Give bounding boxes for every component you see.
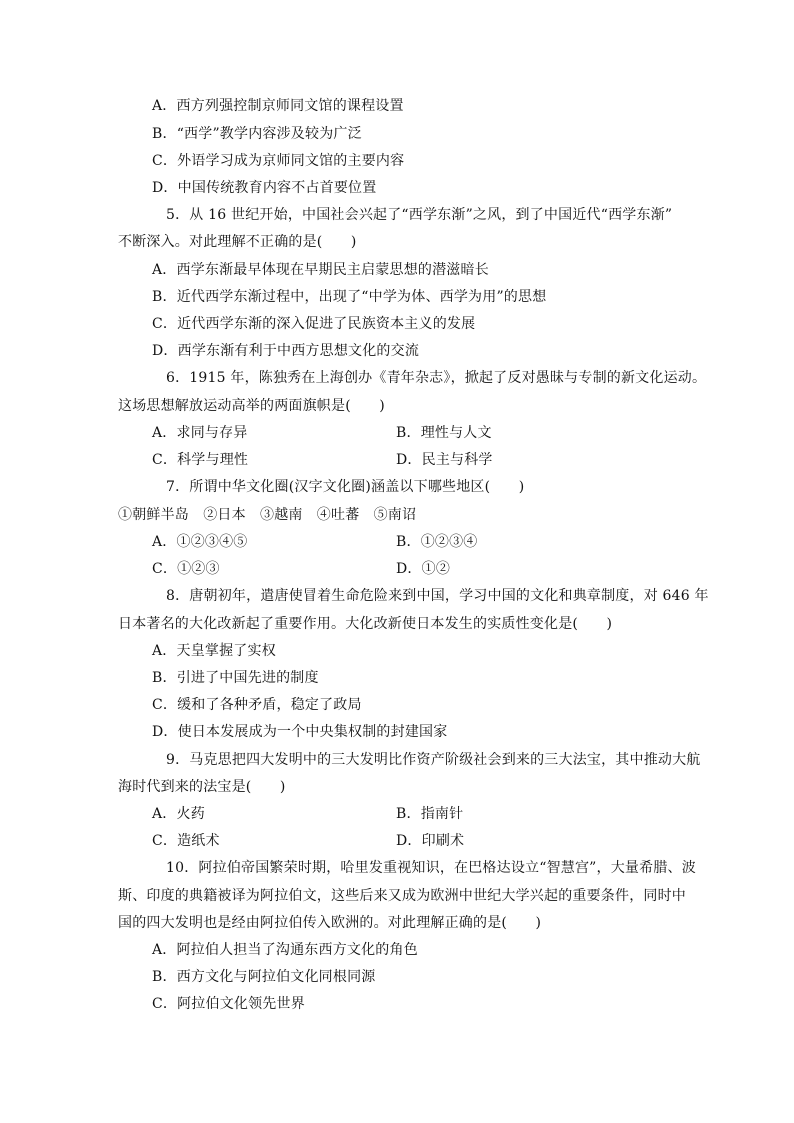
- q8-option-d: D．使日本发展成为一个中央集权制的封建国家: [152, 724, 448, 740]
- q7-option-c: C．①②③: [152, 561, 220, 577]
- q4-option-c: C．外语学习成为京师同文馆的主要内容: [152, 153, 405, 169]
- q4-option-b: B．“西学”教学内容涉及较为广泛: [152, 126, 362, 142]
- q5-stem-line-1: 5．从 16 世纪开始，中国社会兴起了“西学东渐”之风，到了中国近代“西学东渐”: [166, 207, 673, 223]
- q9-option-b: B．指南针: [396, 806, 464, 822]
- q5-stem-line-2: 不断深入。对此理解不正确的是( ): [118, 234, 357, 250]
- q9-stem-line-2: 海时代到来的法宝是( ): [118, 779, 286, 795]
- q6-option-b: B．理性与人文: [396, 425, 492, 441]
- q7-option-d: D．①②: [396, 561, 451, 577]
- q10-option-a: A．阿拉伯人担当了沟通东西方文化的角色: [152, 942, 418, 958]
- q9-option-c: C．造纸术: [152, 833, 220, 849]
- q7-items: ①朝鲜半岛 ②日本 ③越南 ④吐蕃 ⑤南诏: [118, 507, 417, 523]
- q6-stem-line-1: 6．1915 年，陈独秀在上海创办《青年杂志》，掀起了反对愚昧与专制的新文化运动。: [166, 370, 707, 386]
- q8-option-c: C．缓和了各种矛盾，稳定了政局: [152, 697, 362, 713]
- q10-stem-line-1: 10．阿拉伯帝国繁荣时期，哈里发重视知识，在巴格达设立“智慧宫”，大量希腊、波: [166, 860, 696, 876]
- q7-option-b: B．①②③④: [396, 534, 478, 550]
- q5-option-b: B．近代西学东渐过程中，出现了“中学为体、西学为用”的思想: [152, 289, 547, 305]
- q8-option-b: B．引进了中国先进的制度: [152, 670, 319, 686]
- q5-option-d: D．西学东渐有利于中西方思想文化的交流: [152, 343, 420, 359]
- q4-option-d: D．中国传统教育内容不占首要位置: [152, 180, 377, 196]
- q9-stem-line-1: 9．马克思把四大发明中的三大发明比作资产阶级社会到来的三大法宝，其中推动大航: [166, 752, 701, 768]
- q6-option-a: A．求同与存异: [152, 425, 248, 441]
- q8-stem-line-1: 8．唐朝初年，遣唐使冒着生命危险来到中国，学习中国的文化和典章制度，对 646 年: [166, 588, 709, 604]
- q8-option-a: A．天皇掌握了实权: [152, 643, 276, 659]
- q6-option-d: D．民主与科学: [396, 452, 493, 468]
- q7-option-a: A．①②③④⑤: [152, 534, 248, 550]
- q5-option-a: A．西学东渐最早体现在早期民主启蒙思想的潜滋暗长: [152, 262, 489, 278]
- q10-option-c: C．阿拉伯文化领先世界: [152, 996, 305, 1012]
- q10-option-b: B．西方文化与阿拉伯文化同根同源: [152, 969, 376, 985]
- q10-stem-line-2: 斯、印度的典籍被译为阿拉伯文，这些后来又成为欧洲中世纪大学兴起的重要条件，同时中: [118, 888, 686, 904]
- q4-option-a: A．西方列强控制京师同文馆的课程设置: [152, 98, 404, 114]
- q6-stem-line-2: 这场思想解放运动高举的两面旗帜是( ): [118, 398, 385, 414]
- q7-stem-line-1: 7．所谓中华文化圈(汉字文化圈)涵盖以下哪些地区( ): [166, 479, 525, 495]
- q9-option-a: A．火药: [152, 806, 205, 822]
- q10-stem-line-3: 国的四大发明也是经由阿拉伯传入欧洲的。对此理解正确的是( ): [118, 915, 542, 931]
- q5-option-c: C．近代西学东渐的深入促进了民族资本主义的发展: [152, 316, 476, 332]
- q9-option-d: D．印刷术: [396, 833, 465, 849]
- q6-option-c: C．科学与理性: [152, 452, 249, 468]
- q8-stem-line-2: 日本著名的大化改新起了重要作用。大化改新使日本发生的实质性变化是( ): [118, 616, 613, 632]
